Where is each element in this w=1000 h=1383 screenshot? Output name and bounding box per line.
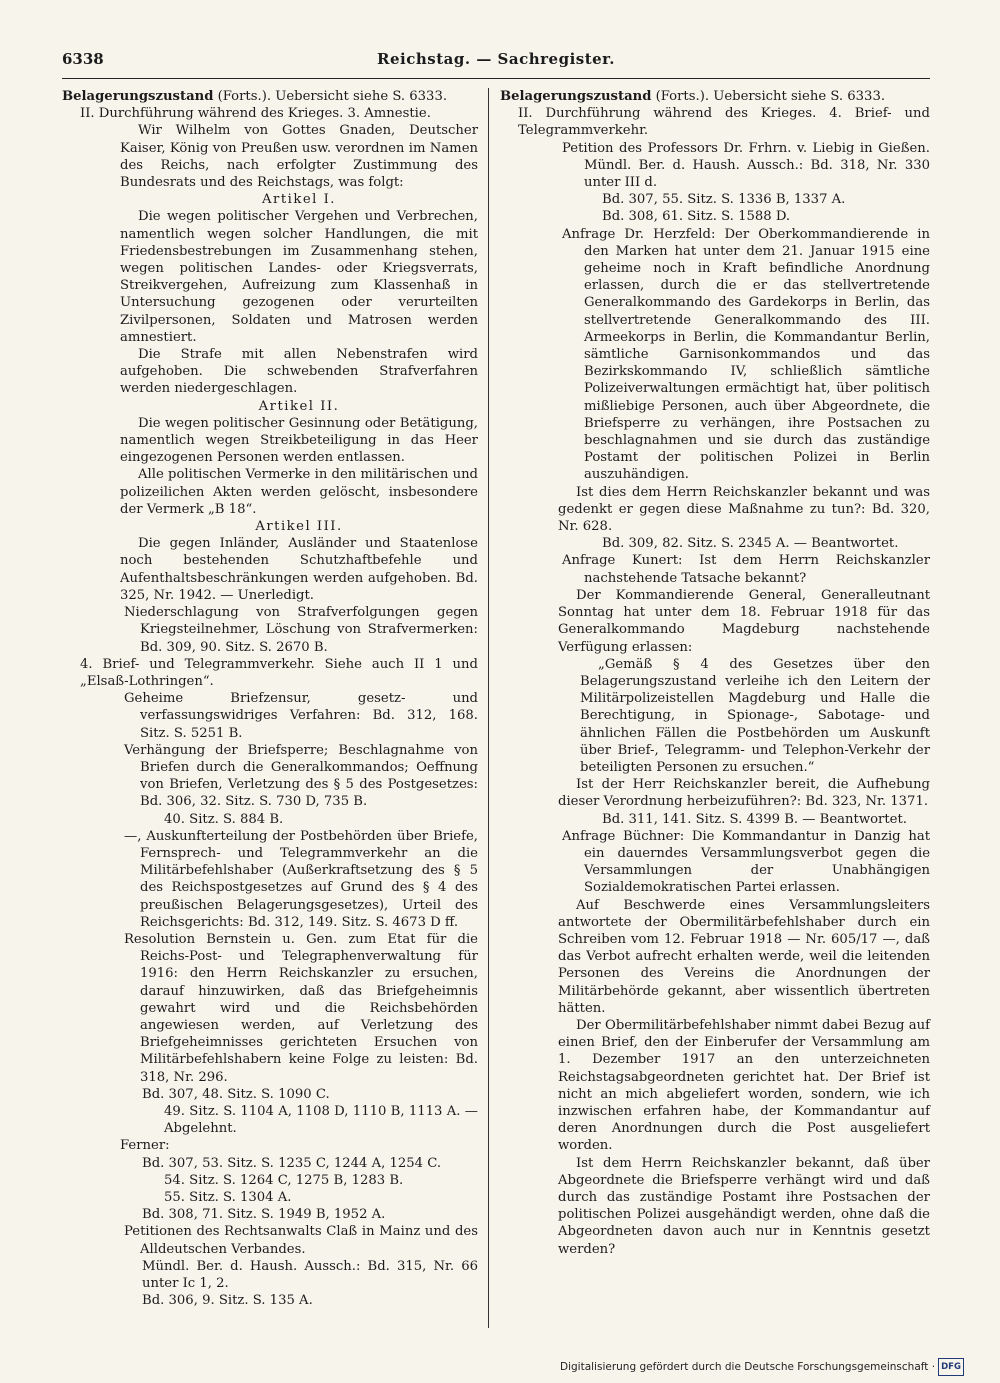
left-entry: 55. Sitz. S. 1304 A. [164, 1190, 292, 1205]
right-entry [500, 88, 930, 105]
left-column [62, 88, 478, 1309]
left-entry: —, Auskunfterteilung der Postbehörden über Briefe, Fernsprech- und Telegrammverkehr an die Militärbefehlshaber (Außerkraftsetzung des § 5 des Reichspostgesetzes auf Grund des § 4 des preußischen Belagerungsgesetzes), Urteil des Reichsgerichts: Bd. 312, 149. Sitz. S. 4673 D ff. [124, 828, 478, 930]
left-entry: Die gegen Inländer, Ausländer und Staatenlose noch bestehenden Schutzhaftbefehle und Aufenthaltsbeschränkungen werden aufgehoben. Bd. 325, Nr. 1942. — Unerledigt. [120, 536, 478, 603]
left-entry: Ferner: [120, 1138, 170, 1154]
right-entry: Anfrage Kunert: Ist dem Herrn Reichskanzler nachstehende Tatsache bekannt? [562, 553, 930, 586]
right-entry: Ist der Herr Reichskanzler bereit, die Aufhebung dieser Verordnung herbeizuführen?: Bd. 323, Nr. 1371. [558, 777, 930, 810]
left-entry: Artikel I. [262, 192, 336, 208]
right-entry: „Gemäß § 4 des Gesetzes über den Belagerungszustand verleihe ich den Leitern der Militärpolizeistellen Magdeburg und Halle die Berechtigung, in Spionage-, Sabotage- und ähnlichen Fällen die Postbehörden um Auskunft über Brief-, Telegramm- und Telephon-Verkehr der beteiligten Personen zu ersuchen.“ [580, 656, 930, 775]
entry-heading: Belagerungszustand [62, 89, 214, 104]
right-entry: Der Obermilitärbefehlshaber nimmt dabei Bezug auf einen Brief, den der Einberufer der Versammlung am 1. Dezember 1917 an den unterzeichneten Reichstagsabgeordneten gerichtet hat. Der Brief ist nicht an mich abgeliefert worden, sondern, wie ich inzwischen erfahren habe, der Kommandantur auf deren Anordnungen durch die Post ausgeliefert worden. [558, 1017, 930, 1154]
left-entry: Bd. 306, 9. Sitz. S. 135 A. [142, 1293, 313, 1309]
right-entry: Anfrage Dr. Herzfeld: Der Oberkommandierende in den Marken hat unter dem 21. Januar 1915 eine geheime noch in Kraft befindliche Anordnung erlassen, durch die er das stellvertretende Generalkommando des Gardekorps in Berlin, das stellvertretende Generalkommando des III. Armeekorps in Berlin, die Kommandantur Berlin, sämtliche Garnisonkommandos und das Bezirkskommando IV, schließlich sämtliche Polizeiverwaltungen ermächtigt hat, über politisch mißliebige Personen, auch über Abgeordnete, die Briefsperre zu verhängen, ihre Postsachen zu beschlagnahmen und sie durch das zuständige Postamt der politischen Polizei in Berlin auszuhändigen. [562, 226, 930, 483]
running-title: Reichstag. — Sachregister. [377, 50, 615, 68]
right-entry: Bd. 309, 82. Sitz. S. 2345 A. — Beantwortet. [602, 536, 899, 552]
left-entry: Niederschlagung von Strafverfolgungen gegen Kriegsteilnehmer, Löschung von Strafvermerken: Bd. 309, 90. Sitz. S. 2670 B. [124, 605, 478, 655]
entry-text: (Forts.). Uebersicht siehe S. 6333. [651, 89, 886, 104]
left-entry: II. Durchführung während des Krieges. 3. Amnestie. [80, 106, 431, 122]
left-entry: Artikel II. [258, 398, 340, 414]
left-entry: 4. Brief- und Telegrammverkehr. Siehe auch II 1 und „Elsaß-Lothringen“. [80, 656, 478, 689]
right-entry: Bd. 308, 61. Sitz. S. 1588 D. [602, 209, 791, 225]
left-entry: Alle politischen Vermerke in den militärischen und polizeilichen Akten werden gelöscht, insbesondere der Vermerk „B 18“. [120, 467, 478, 517]
left-entry: 54. Sitz. S. 1264 C, 1275 B, 1283 B. [164, 1172, 404, 1188]
left-entry: 40. Sitz. S. 884 B. [164, 811, 284, 827]
left-entry: Bd. 307, 53. Sitz. S. 1235 C, 1244 A, 1254 C. [142, 1155, 442, 1171]
digitization-footer [560, 1358, 960, 1378]
left-entry: Petitionen des Rechtsanwalts Claß in Mainz und des Alldeutschen Verbandes. [124, 1224, 478, 1257]
right-entry: II. Durchführung während des Krieges. 4. Brief- und Telegrammverkehr. [518, 106, 930, 139]
footer-credit: Digitalisierung gefördert durch die Deutsche Forschungsgemeinschaft · [560, 1361, 936, 1373]
left-entry: Resolution Bernstein u. Gen. zum Etat für die Reichs-Post- und Telegraphenverwaltung für 1916: den Herrn Reichskanzler zu ersuchen, darauf hinzuwirken, daß das Briefgeheimnis gewahrt wird und die Reichsbehörden angewiesen werden, auf Verletzung des Briefgeheimnisses gerichteten Ersuchen von Militärbefehlshabern keine Folge zu leisten: Bd. 318, Nr. 296. [124, 931, 478, 1085]
left-entry: Die Strafe mit allen Nebenstrafen wird aufgehoben. Die schwebenden Strafverfahren werden niedergeschlagen. [120, 347, 478, 397]
left-entry [62, 88, 478, 105]
entry-text: (Forts.). Uebersicht siehe S. 6333. [213, 89, 448, 104]
left-entry: Bd. 307, 48. Sitz. S. 1090 C. [142, 1086, 330, 1102]
right-entry: Ist dem Herrn Reichskanzler bekannt, daß über Abgeordnete die Briefsperre verhängt wird und daß durch das zuständige Postamt ihre Postsachen der politischen Polizei ausgehändigt werden, ohne daß die Abgeordneten davon auch nur in Kenntnis gesetzt werden? [558, 1155, 930, 1257]
right-entry: Anfrage Büchner: Die Kommandantur in Danzig hat ein dauerndes Versammlungsverbot gegen die Versammlungen der Unabhängigen Sozialdemokratischen Partei erlassen. [562, 828, 930, 896]
page-number: 6338 [62, 50, 104, 68]
left-entry: Die wegen politischer Gesinnung oder Betätigung, namentlich wegen Streikbeteiligung in das Heer eingezogenen Personen werden entlassen. [120, 415, 478, 466]
entry-heading: Belagerungszustand [500, 89, 652, 104]
left-entry: Artikel III. [255, 519, 343, 535]
left-entry: 49. Sitz. S. 1104 A, 1108 D, 1110 B, 1113 A. — Abgelehnt. [164, 1103, 478, 1137]
right-entry: Auf Beschwerde eines Versammlungsleiters antwortete der Obermilitärbefehlshaber durch ein Schreiben vom 12. Februar 1918 — Nr. 605/17 —, daß das Verbot aufrecht erhalten werde, weil die leitenden Personen des Vereins die Anordnungen der Militärbehörde gekannt, aber wissentlich übertreten hätten. [558, 897, 930, 1016]
right-column [500, 88, 930, 1258]
left-entry: Die wegen politischer Vergehen und Verbrechen, namentlich wegen solcher Handlungen, die mit Friedensbestrebungen im Zusammenhang stehen, wegen politischen Landes- oder Kriegsverrats, Streikvergehen, Aufreizung zum Klassenhaß in Untersuchung gezogenen oder verurteilten Zivilpersonen, Soldaten und Matrosen werden amnestiert. [120, 209, 478, 345]
left-entry: Mündl. Ber. d. Haush. Aussch.: Bd. 315, Nr. 66 unter Ic 1, 2. [142, 1258, 478, 1292]
right-entry: Petition des Professors Dr. Frhrn. v. Liebig in Gießen. Mündl. Ber. d. Haush. Aussch.: Bd. 318, Nr. 330 unter III d. [562, 140, 930, 191]
dfg-logo-icon: DFG [938, 1358, 964, 1376]
right-entry: Bd. 307, 55. Sitz. S. 1336 B, 1337 A. [602, 192, 846, 208]
header-rule [62, 78, 930, 79]
left-entry: Wir Wilhelm von Gottes Gnaden, Deutscher Kaiser, König von Preußen usw. verordnen im Namen des Reichs, nach erfolgter Zustimmung des Bundesrats und des Reichstags, was folgt: [120, 123, 478, 191]
page-header [62, 44, 930, 72]
left-entry: Verhängung der Briefsperre; Beschlagnahme von Briefen durch die Generalkommandos; Oeffnung von Briefen, Verletzung des § 5 des Postgesetzes: Bd. 306, 32. Sitz. S. 730 D, 735 B. [124, 742, 478, 810]
right-entry: Der Kommandierende General, Generalleutnant Sonntag hat unter dem 18. Februar 1918 für das Generalkommando Magdeburg nachstehende Verfügung erlassen: [558, 587, 930, 655]
left-entry: Bd. 308, 71. Sitz. S. 1949 B, 1952 A. [142, 1207, 386, 1223]
right-entry: Bd. 311, 141. Sitz. S. 4399 B. — Beantwortet. [602, 811, 907, 827]
left-entry: Geheime Briefzensur, gesetz- und verfassungswidriges Verfahren: Bd. 312, 168. Sitz. S. 5251 B. [124, 691, 478, 741]
column-divider [488, 88, 489, 1328]
right-entry: Ist dies dem Herrn Reichskanzler bekannt und was gedenkt er gegen diese Maßnahme zu tun?: Bd. 320, Nr. 628. [558, 484, 930, 535]
